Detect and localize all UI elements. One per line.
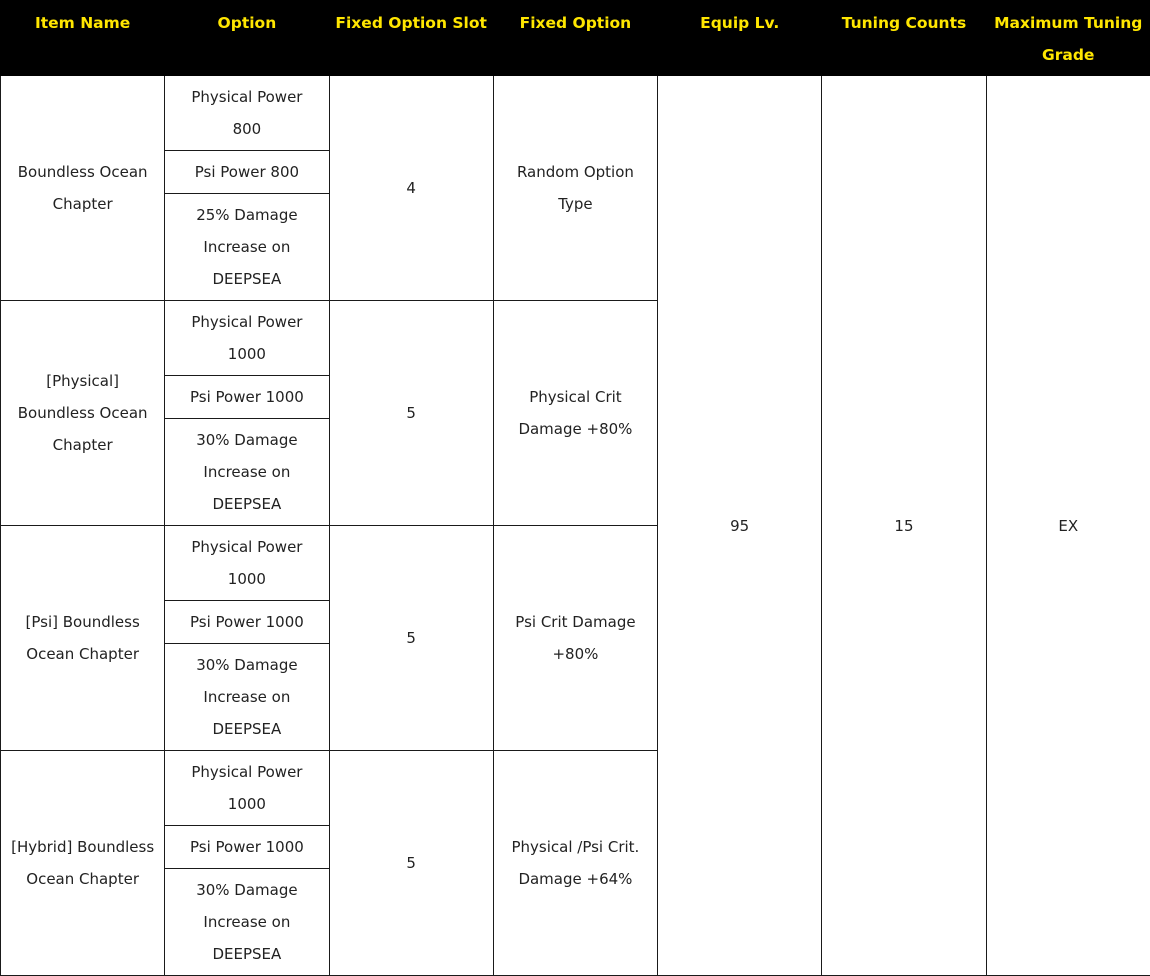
option-cell: Physical Power 1000 — [165, 301, 329, 376]
header-max-tuning-grade: Maximum Tuning Grade — [986, 1, 1150, 76]
fixed-option-slot-cell: 4 — [329, 76, 493, 301]
fixed-option-slot-cell: 5 — [329, 751, 493, 976]
max-tuning-grade-cell: EX — [986, 76, 1150, 976]
header-equip-lv: Equip Lv. — [658, 1, 822, 76]
header-option: Option — [165, 1, 329, 76]
header-fixed-option-slot: Fixed Option Slot — [329, 1, 493, 76]
item-name-cell: [Hybrid] Boundless Ocean Chapter — [1, 751, 165, 976]
tuning-counts-cell: 15 — [822, 76, 986, 976]
header-fixed-option: Fixed Option — [493, 1, 657, 76]
fixed-option-cell: Physical Crit Damage +80% — [493, 301, 657, 526]
fixed-option-cell: Random Option Type — [493, 76, 657, 301]
option-cell: 30% Damage Increase on DEEPSEA — [165, 419, 329, 526]
option-cell: Psi Power 1000 — [165, 601, 329, 644]
table-row — [1, 76, 1150, 151]
option-cell: Psi Power 1000 — [165, 376, 329, 419]
item-name-cell: Boundless Ocean Chapter — [1, 76, 165, 301]
header-tuning-counts: Tuning Counts — [822, 1, 986, 76]
option-cell: 30% Damage Increase on DEEPSEA — [165, 644, 329, 751]
equip-lv-cell: 95 — [658, 76, 822, 976]
fixed-option-cell: Psi Crit Damage +80% — [493, 526, 657, 751]
option-cell: 30% Damage Increase on DEEPSEA — [165, 869, 329, 976]
option-cell: Psi Power 1000 — [165, 826, 329, 869]
header-row — [1, 1, 1150, 76]
fixed-option-slot-cell: 5 — [329, 526, 493, 751]
header-item-name: Item Name — [1, 1, 165, 76]
option-cell: 25% Damage Increase on DEEPSEA — [165, 194, 329, 301]
option-cell: Psi Power 800 — [165, 151, 329, 194]
item-name-cell: [Psi] Boundless Ocean Chapter — [1, 526, 165, 751]
fixed-option-slot-cell: 5 — [329, 301, 493, 526]
option-cell: Physical Power 1000 — [165, 526, 329, 601]
option-cell: Physical Power 1000 — [165, 751, 329, 826]
fixed-option-cell: Physical /Psi Crit. Damage +64% — [493, 751, 657, 976]
option-cell: Physical Power 800 — [165, 76, 329, 151]
item-name-cell: [Physical] Boundless Ocean Chapter — [1, 301, 165, 526]
